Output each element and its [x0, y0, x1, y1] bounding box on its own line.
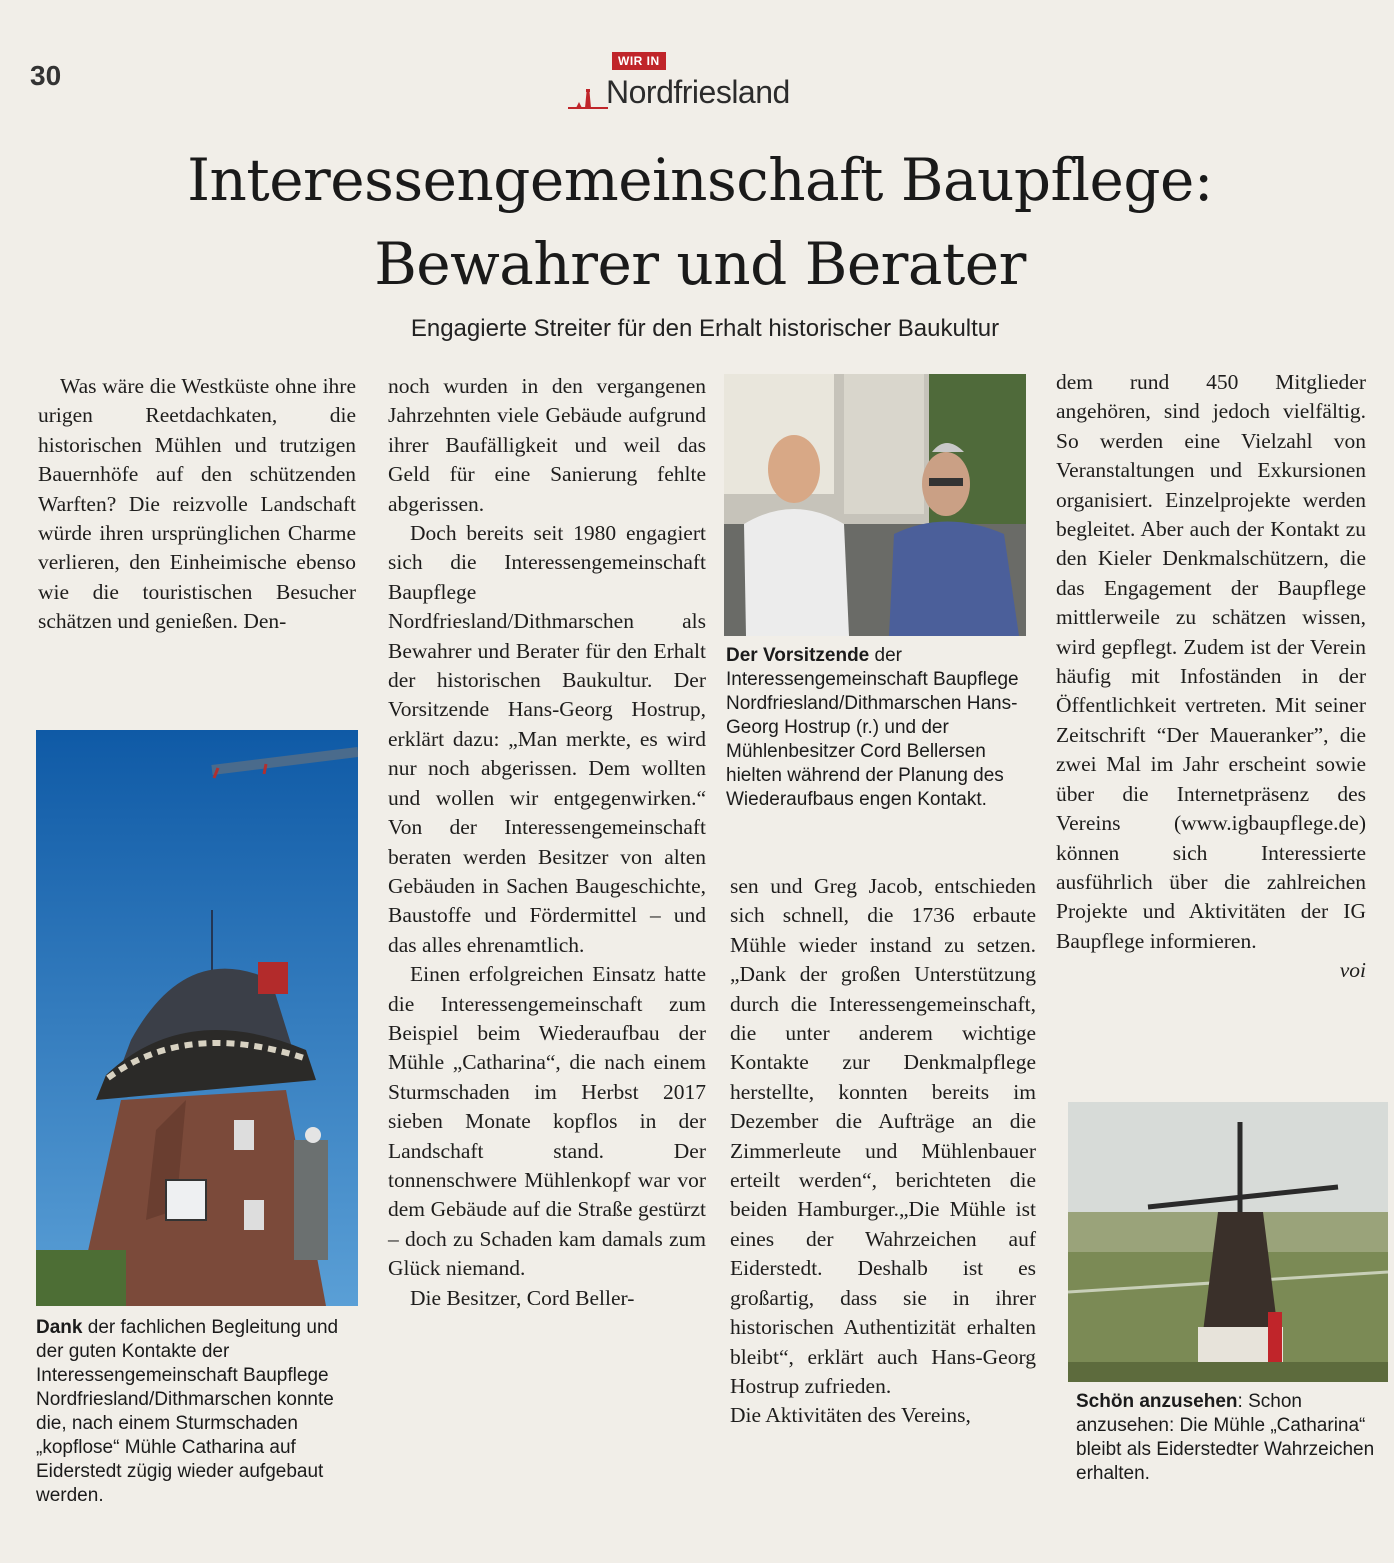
masthead-badge: WIR IN [612, 52, 666, 70]
author-signature: voi [1339, 958, 1366, 983]
mill-repair-photo [36, 730, 358, 1306]
caption-lead: Dank [36, 1317, 83, 1338]
headline-line-2: Bewahrer und Berater [374, 230, 1026, 298]
article-column-2 [388, 372, 706, 1313]
caption-lead: Schön anzusehen [1076, 1391, 1238, 1412]
caption-mill-repair [36, 1316, 362, 1508]
subheadline: Engagierte Streiter für den Erhalt historischer Baukultur [410, 315, 1000, 342]
portrait-photo [724, 374, 1026, 636]
masthead-title: Nordfriesland [606, 74, 790, 110]
paragraph: Die Besitzer, Cord Beller- [410, 1285, 635, 1310]
mill-landscape-photo [1068, 1102, 1388, 1382]
lighthouse-icon [568, 86, 608, 110]
paragraph: Einen erfolgreichen Einsatz hatte die Interessengemeinschaft zum Beispiel beim Wiederaufbau der Mühle „Catharina“, die nach einem Sturmschaden im Herbst 2017 sieben Monate kopflos in der Landschaft stand. Der tonnenschwere Mühlenkopf war vor dem Gebäude auf die Straße gestürzt – doch zu Schaden kam damals zum Glück niemand. [388, 962, 706, 1281]
headline [60, 138, 1340, 306]
paragraph: noch wurden in den vergangenen Jahrzehnten viele Gebäude aufgrund ihrer Baufälligkeit und weil das Geld für eine Sanierung fehlte abgerissen. [388, 374, 706, 516]
caption-lead: Der Vorsitzende [726, 645, 870, 666]
paragraph: Was wäre die Westküste ohne ihre urigen Reetdachkaten, die historischen Mühlen und trutzigen Bauernhöfe auf den schützenden Warften? Die reizvolle Landschaft würde ihren ursprünglichen Charme verlieren, den Einheimische ebenso wie die touristischen Besucher schätzen und genießen. Den- [38, 374, 356, 634]
article-column-4 [1056, 368, 1366, 986]
headline-line-1: Interessengemeinschaft Baupflege: [187, 146, 1213, 214]
article-column-3 [730, 872, 1036, 1431]
caption-portrait [726, 644, 1032, 812]
paragraph: Die Aktivitäten des Vereins, [730, 1403, 971, 1428]
paragraph: sen und Greg Jacob, entschieden sich schnell, die 1736 erbaute Mühle wieder instand zu setzen. „Dank der großen Unterstützung durch die Interessengemeinschaft, die unter anderem wichtige Kontakte zur Denkmalpflege herstellte, konnten bereits im Dezember die Aufträge an die Zimmerleute und Mühlenbauer erteilt werden“, berichteten die beiden Hamburger.„Die Mühle ist eines der Wahrzeichen auf Eiderstedt. Deshalb ist es großartig, dass sie in ihrer historischen Authentizität erhalten bleibt“, erklärt auch Hans-Georg Hostrup zufrieden. [730, 874, 1036, 1398]
masthead-logo [568, 52, 838, 114]
caption-text: der fachlichen Begleitung und der guten Kontakte der Interessengemeinschaft Baupflege Nordfriesland/Dithmarschen konnte die, nach einem Sturmschaden „kopflose“ Mühle Catharina auf Eiderstedt zügig wieder aufgebaut werden. [36, 1317, 339, 1506]
caption-text: : Schon anzusehen: Die Mühle „Catharina“ bleibt als Eiderstedter Wahrzeichen erhalten. [1076, 1391, 1375, 1484]
paragraph: dem rund 450 Mitglieder angehören, sind jedoch vielfältig. So werden eine Vielzahl von Veranstaltungen und Exkursionen organisiert. Einzelprojekte werden begleitet. Aber auch der Kontakt zu den Kieler Denkmalschützern, die das Engagement der Baupflege mittlerweile zu schätzen wissen, wird gepflegt. Zudem ist der Verein häufig mit Infoständen in der Öffentlichkeit vertreten. Mit seiner Zeitschrift “Der Maueranker”, die zwei Mal im Jahr erscheint sowie über die Internetpräsenz des Vereins (www.igbaupflege.de) können sich Interessierte ausführlich über die zahlreichen Projekte und Aktivitäten der IG Baupflege informieren. [1056, 370, 1366, 953]
caption-mill-landscape [1076, 1390, 1394, 1486]
paragraph: Doch bereits seit 1980 engagiert sich die Interessengemeinschaft Baupflege Nordfriesland/Dithmarschen als Bewahrer und Berater für den Erhalt der historischen Baukultur. Der Vorsitzende Hans-Georg Hostrup, erklärt dazu: „Man merkte, es wird nur noch abgerissen. Dem wollten und wollen wir entgegenwirken.“ Von der Interessengemeinschaft beraten werden Besitzer von alten Gebäuden in Sachen Baugeschichte, Baustoffe und Fördermittel – und das alles ehrenamtlich. [388, 521, 706, 957]
article-column-1 [38, 372, 356, 637]
page-number: 30 [30, 60, 62, 91]
caption-text: der Interessengemeinschaft Baupflege Nordfriesland/Dithmarschen Hans-Georg Hostrup (r.) und der Mühlenbesitzer Cord Bellersen hielten während der Planung des Wiederaufbaus engen Kontakt. [726, 645, 1019, 810]
